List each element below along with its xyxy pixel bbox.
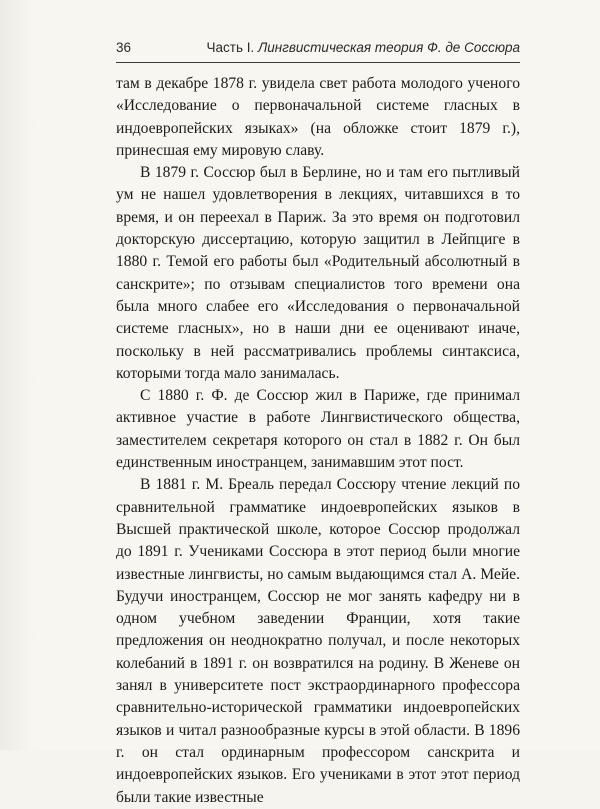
running-header [116, 40, 520, 60]
page-number: 36 [116, 40, 132, 55]
chapter-title: Лингвистическая теория Ф. де Соссюра [258, 40, 520, 55]
running-title [207, 40, 520, 55]
paragraph: В 1879 г. Соссюр был в Берлине, но и там его пытливый ум не нашел удовлетворения в лекциях, читавшихся в то время, и он переехал в Париж. За это время он подготовил докторскую диссертацию, которую защитил в Лейпциге в 1880 г. Темой его работы был «Родительный абсолютный в санскрите»; по отзывам специалистов того времени она была много слабее его «Исследования о первоначальной системе гласных», но в наши дни ее оценивают иначе, поскольку в ней рассматривались проблемы синтаксиса, которыми тогда мало занималась. [116, 164, 520, 382]
paragraph: С 1880 г. Ф. де Соссюр жил в Париже, где принимал активное участие в работе Лингвистического общества, заместителем секретаря которого он стал в 1882 г. Он был единственным иностранцем, занимавшим этот пост. [116, 387, 520, 472]
paragraph-continued: там в декабре 1878 г. увидела свет работа молодого ученого «Исследование о первоначальной системе гласных в индоевропейских языках» (на обложке стоит 1879 г.), принесшая ему мировую славу. [116, 75, 520, 159]
body-text [116, 73, 520, 809]
header-rule [116, 62, 520, 63]
part-label: Часть I. [206, 40, 255, 55]
paragraph: В 1881 г. М. Бреаль передал Соссюру чтение лекций по сравнительной грамматике индоевропейских языков в Высшей практической школе, которое Соссюр продолжал до 1891 г. Учениками Соссюра в этот период были многие известные лингвисты, но самым выдающимся стал А. Мейе. Будучи иностранцем, Соссюр не мог занять кафедру ни в одном учебном заведении Франции, хотя такие предложения он неоднократно получал, и после некоторых колебаний в 1891 г. он возвратился на родину. В Женеве он занял в университете пост экстраординарного профессора сравнительно-исторической грамматики индоевропейских языков и читал разнообразные курсы в этой области. В 1896 г. он стал ординарным профессором санскрита и индоевропейских языков. Его учениками в этот этот период были такие известные [116, 476, 520, 806]
